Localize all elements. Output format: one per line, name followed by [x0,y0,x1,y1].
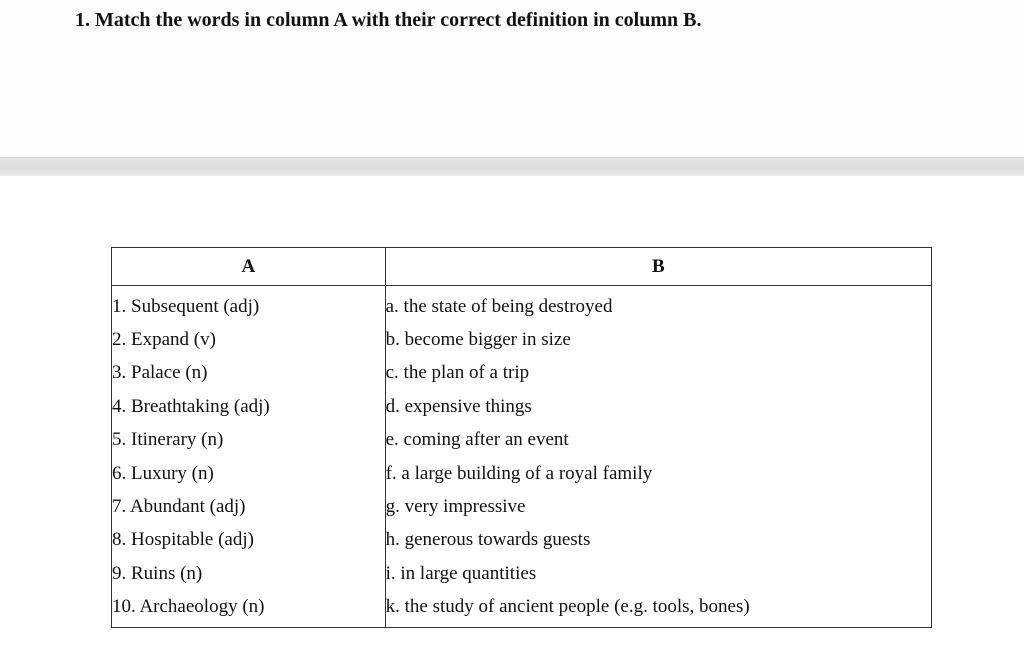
definition-cell: b. become bigger in size [385,323,931,356]
definition-cell: h. generous towards guests [385,524,931,557]
page-top [0,0,1024,157]
word-cell: 4. Breathtaking (adj) [112,390,386,423]
definition-cell: g. very impressive [385,490,931,523]
definition-cell: k. the study of ancient people (e.g. tools, bones) [385,591,931,628]
definition-cell: a. the state of being destroyed [385,286,931,324]
word-cell: 1. Subsequent (adj) [112,286,386,324]
column-a-header: A [112,248,386,286]
word-cell: 7. Abundant (adj) [112,490,386,523]
word-cell: 5. Itinerary (n) [112,424,386,457]
word-cell: 8. Hospitable (adj) [112,524,386,557]
table-row [112,591,932,628]
word-cell: 6. Luxury (n) [112,457,386,490]
table-row [112,323,932,356]
matching-table [111,247,932,628]
table-header-row [112,248,932,286]
page-divider [0,157,1024,177]
definition-cell: f. a large building of a royal family [385,457,931,490]
definition-cell: c. the plan of a trip [385,357,931,390]
word-cell: 10. Archaeology (n) [112,591,386,628]
word-cell: 3. Palace (n) [112,357,386,390]
table-row [112,557,932,590]
definition-cell: i. in large quantities [385,557,931,590]
table-row [112,424,932,457]
table-row [112,357,932,390]
word-cell: 2. Expand (v) [112,323,386,356]
table-row [112,490,932,523]
question-heading: 1. Match the words in column A with their correct definition in column B. [75,9,702,31]
word-cell: 9. Ruins (n) [112,557,386,590]
column-b-header: B [385,248,931,286]
table-row [112,286,932,324]
table-row [112,457,932,490]
definition-cell: d. expensive things [385,390,931,423]
table-row [112,524,932,557]
definition-cell: e. coming after an event [385,424,931,457]
table-row [112,390,932,423]
